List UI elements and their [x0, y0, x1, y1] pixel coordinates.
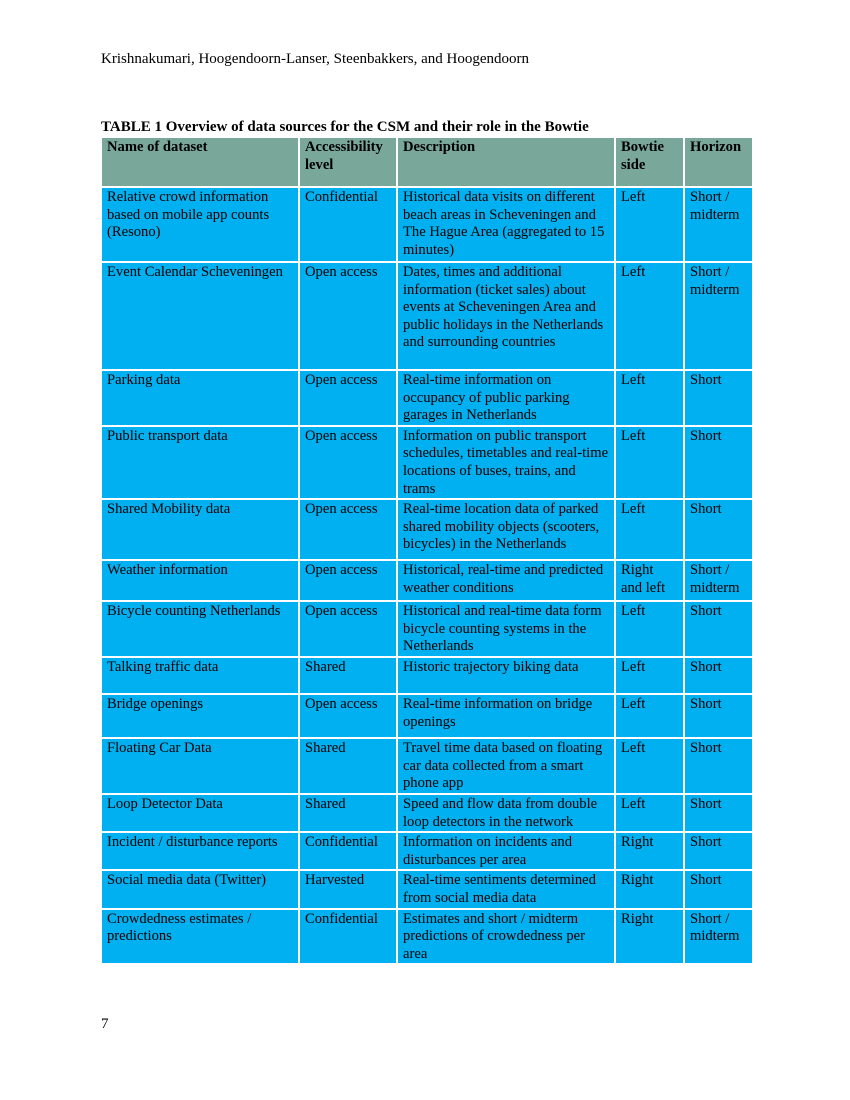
- table-cell: Real-time information on occupancy of public parking garages in Netherlands: [397, 370, 615, 426]
- table-cell: Real-time location data of parked shared mobility objects (scooters, bicycles) in the Netherlands: [397, 499, 615, 560]
- table-row: [101, 870, 753, 908]
- table-cell: Shared: [299, 738, 397, 794]
- table-cell: Open access: [299, 499, 397, 560]
- table-cell: Short: [684, 832, 753, 870]
- table-header-row: [101, 137, 753, 187]
- table-cell: Speed and flow data from double loop detectors in the network: [397, 794, 615, 832]
- table-caption: TABLE 1 Overview of data sources for the CSM and their role in the Bowtie: [101, 119, 589, 135]
- table-cell: Bridge openings: [101, 694, 299, 738]
- table-cell: Confidential: [299, 187, 397, 262]
- page-number: 7: [101, 1016, 109, 1032]
- table-cell: Left: [615, 657, 684, 694]
- table-cell: Short: [684, 426, 753, 499]
- table-cell: Shared: [299, 657, 397, 694]
- table-cell: Right and left: [615, 560, 684, 601]
- table-cell: Social media data (Twitter): [101, 870, 299, 908]
- table-row: [101, 370, 753, 426]
- table-row: [101, 794, 753, 832]
- table-cell: Short: [684, 657, 753, 694]
- table-cell: Short / midterm: [684, 187, 753, 262]
- table-cell: Open access: [299, 560, 397, 601]
- table-cell: Short: [684, 370, 753, 426]
- table-cell: Confidential: [299, 832, 397, 870]
- table-cell: Information on public transport schedules, timetables and real-time locations of buses, trains, and trams: [397, 426, 615, 499]
- column-header: Accessibility level: [299, 137, 397, 187]
- table-row: [101, 909, 753, 965]
- table-cell: Left: [615, 262, 684, 370]
- table-cell: Short / midterm: [684, 560, 753, 601]
- table-cell: Short: [684, 694, 753, 738]
- table-cell: Short: [684, 499, 753, 560]
- table-cell: Dates, times and additional information (ticket sales) about events at Scheveningen Area and public holidays in the Netherlands and surrounding countries: [397, 262, 615, 370]
- table-cell: Short: [684, 601, 753, 657]
- table-cell: Parking data: [101, 370, 299, 426]
- table-cell: Relative crowd information based on mobile app counts (Resono): [101, 187, 299, 262]
- table-cell: Left: [615, 794, 684, 832]
- column-header: Description: [397, 137, 615, 187]
- table-cell: Information on incidents and disturbances per area: [397, 832, 615, 870]
- table-cell: Left: [615, 694, 684, 738]
- table-cell: Confidential: [299, 909, 397, 965]
- table-cell: Shared Mobility data: [101, 499, 299, 560]
- column-header: Bowtie side: [615, 137, 684, 187]
- table-cell: Crowdedness estimates / predictions: [101, 909, 299, 965]
- table-cell: Historic trajectory biking data: [397, 657, 615, 694]
- table-cell: Right: [615, 870, 684, 908]
- data-sources-table: [100, 136, 754, 965]
- table-cell: Right: [615, 909, 684, 965]
- table-cell: Real-time information on bridge openings: [397, 694, 615, 738]
- table-cell: Left: [615, 499, 684, 560]
- table-cell: Event Calendar Scheveningen: [101, 262, 299, 370]
- table-cell: Short / midterm: [684, 909, 753, 965]
- table-cell: Left: [615, 370, 684, 426]
- table-cell: Real-time sentiments determined from social media data: [397, 870, 615, 908]
- table-cell: Right: [615, 832, 684, 870]
- table-cell: Incident / disturbance reports: [101, 832, 299, 870]
- table-cell: Weather information: [101, 560, 299, 601]
- table-cell: Short: [684, 794, 753, 832]
- table-cell: Left: [615, 601, 684, 657]
- table-cell: Short: [684, 870, 753, 908]
- table-row: [101, 426, 753, 499]
- table-row: [101, 601, 753, 657]
- column-header: Name of dataset: [101, 137, 299, 187]
- table-cell: Left: [615, 426, 684, 499]
- table-cell: Historical and real-time data form bicycle counting systems in the Netherlands: [397, 601, 615, 657]
- table-cell: Open access: [299, 370, 397, 426]
- table-cell: Bicycle counting Netherlands: [101, 601, 299, 657]
- table-cell: Left: [615, 187, 684, 262]
- table-row: [101, 738, 753, 794]
- table-cell: Historical, real-time and predicted weather conditions: [397, 560, 615, 601]
- table-cell: Short: [684, 738, 753, 794]
- table-cell: Public transport data: [101, 426, 299, 499]
- table-row: [101, 832, 753, 870]
- table-row: [101, 657, 753, 694]
- table-cell: Open access: [299, 426, 397, 499]
- table-row: [101, 262, 753, 370]
- table-cell: Harvested: [299, 870, 397, 908]
- table-cell: Estimates and short / midterm predictions of crowdedness per area: [397, 909, 615, 965]
- table-row: [101, 499, 753, 560]
- table-row: [101, 187, 753, 262]
- table-cell: Left: [615, 738, 684, 794]
- table-cell: Talking traffic data: [101, 657, 299, 694]
- table-row: [101, 560, 753, 601]
- table-cell: Shared: [299, 794, 397, 832]
- table-cell: Loop Detector Data: [101, 794, 299, 832]
- table-cell: Open access: [299, 694, 397, 738]
- table-cell: Historical data visits on different beach areas in Scheveningen and The Hague Area (aggregated to 15 minutes): [397, 187, 615, 262]
- table-cell: Open access: [299, 601, 397, 657]
- column-header: Horizon: [684, 137, 753, 187]
- table-cell: Short / midterm: [684, 262, 753, 370]
- table-cell: Open access: [299, 262, 397, 370]
- table-cell: Floating Car Data: [101, 738, 299, 794]
- table-cell: Travel time data based on floating car data collected from a smart phone app: [397, 738, 615, 794]
- running-head: Krishnakumari, Hoogendoorn-Lanser, Steenbakkers, and Hoogendoorn: [101, 51, 530, 67]
- table-row: [101, 694, 753, 738]
